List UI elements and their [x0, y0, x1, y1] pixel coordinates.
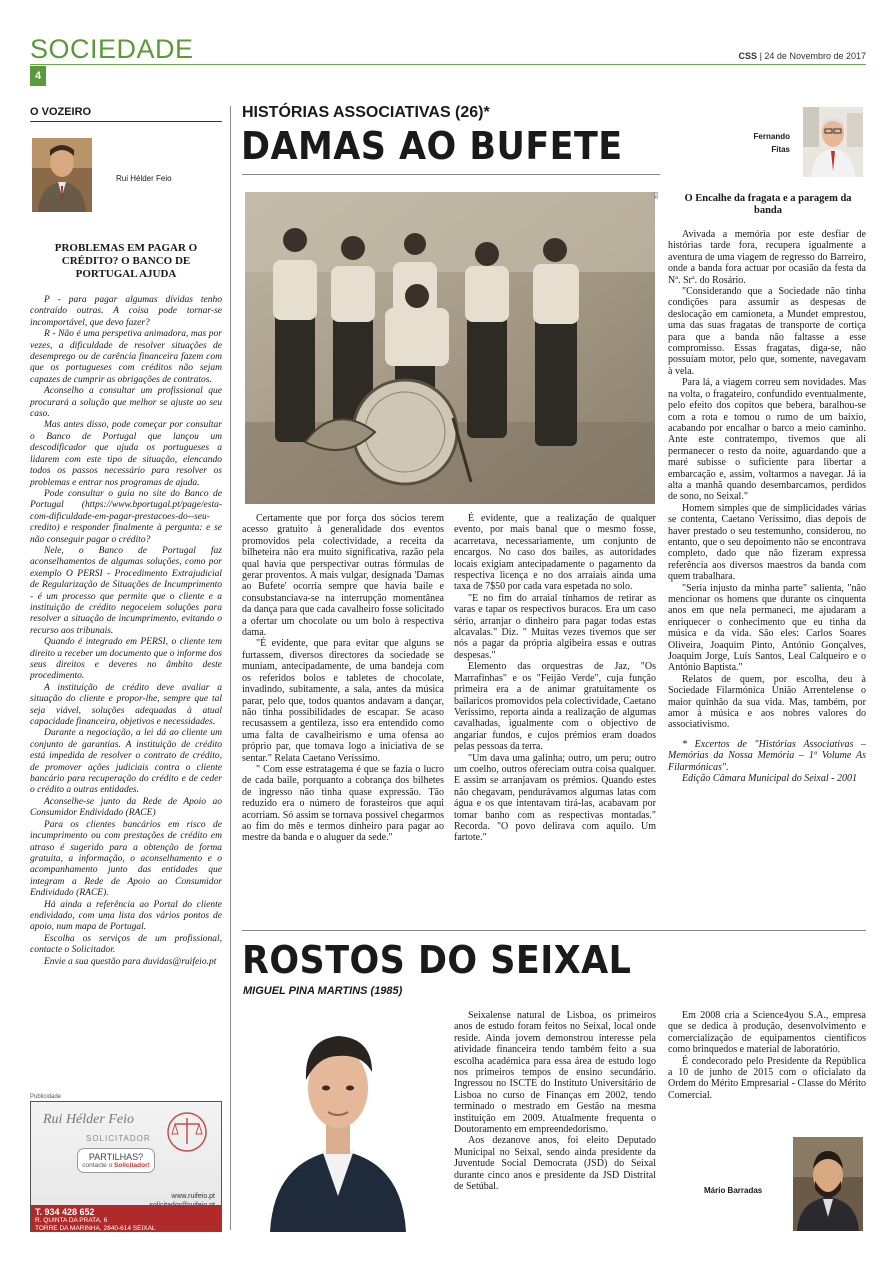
scales-icon: [165, 1110, 209, 1154]
column-divider: [230, 106, 231, 1230]
ad-name: Rui Hélder Feio: [43, 1112, 134, 1127]
paragraph: Elemento das orquestras de Jaz, "Os Marrafinhas" e os "Feijão Verde", cuja função primeira era a de animar gratuitamente os bailaricos promovidos pela colectividade, Caetano Veríssimo, reporta ainda a realização de algumas cavalhadas, igualmente com o objectivo de angariar fundos, e cujos prémios eram doados pelas pessoas da terra.: [454, 661, 656, 753]
paragraph: Avivada a memória por este desfiar de histórias tarde fora, recupera igualmente a aventura de uma viagem de regresso do Barreiro, onde a banda fora actuar por ocasião da festa da Nª. Srª. do Rosário.: [668, 229, 866, 286]
band-photo: [245, 192, 655, 504]
endnote-edition: Edição Câmara Municipal do Seixal - 2001: [682, 773, 857, 785]
paragraph: Aconselho a consultar um profissional que procurará a solução que melhor se ajuste ao seu caso.: [30, 386, 222, 420]
ad-phone: T. 934 428 652: [35, 1207, 95, 1217]
author-photo: [793, 1137, 863, 1231]
paragraph: Escolha os serviços de um profissional, contacte o Solicitador.: [30, 933, 222, 956]
paragraph: P - para pagar algumas dívidas tenho contraído outras. A coisa pode tornar-se incomportável, que devo fazer?: [30, 295, 222, 328]
author-last-name: Fitas: [771, 145, 790, 154]
photo-credit: DR: [652, 192, 658, 200]
profile-headline: ROSTOS DO SEIXAL: [242, 938, 632, 982]
ad-bubble-line2: [80, 1162, 152, 1169]
author-name: Rui Hélder Feio: [116, 174, 172, 183]
paragraph: Pode consultar o guia no site do Banco de Portugal (https://www.bportugal.pt/page/esta-com-dificuldade-em-pagar-prestacoes-do--seu-credito) e responder finalmente à pergunta: e se não conseguir pagar o crédito?: [30, 488, 222, 545]
profile-subject: MIGUEL PINA MARTINS (1985): [243, 985, 403, 997]
title-rule: [242, 174, 660, 175]
publication-name: CSS: [738, 51, 758, 61]
endnote: [668, 739, 866, 785]
article-column-1: [242, 513, 444, 844]
author-photo: [803, 107, 863, 177]
paragraph: Em 2008 cria a Science4you S.A., empresa que se dedica à produção, desenvolvimento e comercialização de equipamentos científicos como brinquedos e material de laboratório.: [668, 1010, 866, 1056]
paragraph: Nele, o Banco de Portugal faz aconselhamentos de algumas soluções, como por exemplo O PERSI - Procedimento Extrajudicial de Regularização de Situações de Incumprimento - é um processo que permite que o cliente e a instituição de crédito negoceiem soluções para resolver a situação de incumprimento, evitando o recurso aos tribunais.: [30, 545, 222, 636]
column-title: O VOZEIRO: [30, 106, 222, 122]
masthead: [739, 51, 866, 61]
ad-title: SOLICITADOR: [86, 1134, 151, 1143]
ad-footer: [31, 1205, 221, 1231]
paragraph: Envie a sua questão para duvidas@ruifeio.pt: [44, 956, 217, 967]
article-subtitle: O Encalhe da fragata e a paragem da banda: [684, 193, 852, 216]
section-title: SOCIEDADE: [30, 34, 194, 64]
article-headline: DAMAS AO BUFETE: [241, 124, 623, 168]
ad-bubble-bold: Solicitador!: [114, 1162, 150, 1169]
paragraph: Aos dezanove anos, foi eleito Deputado Municipal no Seixal, sendo ainda presidente da Juventude Social Democrata (JSD) do Seixal durante cinco anos e presidente da JSD Distrital de Setúbal.: [454, 1135, 656, 1193]
column-author: [30, 138, 222, 218]
paragraph: "E no fim do arraial tínhamos de retirar as varas e tapar os respectivos buracos. Era um caso sério, arranjar o dinheiro para pagar todas estas alcavalas." Diz. " Muitas vezes tivemos que ser nós a pagar da própria algibeira essas e outras despesas.": [454, 592, 656, 661]
paragraph: É evidente, que a realização de qualquer evento, por mais banal que o mesmo fosse, acarretava, necessariamente, um conjunto de encargos. No caso dos bailes, as autoridades locais exigiam antecipadamente o pagamento da respectiva licença e no dos arraiais ainda uma taxa de 7$50 por cada vara espetada no solo.: [454, 513, 656, 593]
paragraph: "Seria injusto da minha parte" salienta, "não mencionar os homens que durante os cinquenta anos em que nela permaneci, me ajudaram a enriquecer o conhecimento que eu tinha da música e da vida. São eles: Carlos Soares Oliveira, Joaquim Pinto, António Gonçalves, Joaquim Jorge, Luís Santos, Leal Calqueiro e o António Baptista.": [668, 582, 866, 674]
ad-bubble-line1: PARTILHAS?: [88, 1152, 144, 1162]
paragraph: Certamente que por força dos sócios terem acesso gratuito à generalidade dos eventos promovidos pela colectividade, a receita da bilheteira não era muito significativa, razão pela qual havia que perspectivar outras fórmulas de gerar proventos. A mais vulgar, designada 'Damas ao Bufete' ocorria sempre que havia baile e consubstanciava-se na interrupção momentânea da dança para que cada cavalheiro fosse solicitado a ofertar um chocolate ou um bolo à respectiva dama.: [242, 513, 444, 639]
header-rule: [30, 64, 866, 65]
paragraph: Para lá, a viagem correu sem novidades. Mas na volta, o fragateiro, confundido eventualmente, pelo efeito dos copitos que bebera, baralhou-se com a rota e tomou o rumo de um baixio, acabando por encalhar o barco a meio caminho. Ante este contratempo, tivemos que ali permanecer o resto da noite, aguardando que a maré subisse o suficiente para libertar a embarcação e, assim, voltarmos a navegar. Já ia alta a manhã quando desembarcamos, perdidos de sono, no Seixal.": [668, 377, 866, 503]
ad-bubble: [77, 1148, 155, 1173]
ad-bubble-prefix: contacte o: [82, 1162, 113, 1169]
ad-address-line1: R. QUINTA DA PRATA, 6: [35, 1217, 108, 1224]
advertisement[interactable]: [30, 1101, 222, 1232]
paragraph: "É evidente, que para evitar que alguns se furtassem, diversos directores da sociedade se muniam, antecipadamente, de uma bandeja com os referidos bolos e tabletes de chocolate, invadindo, subitamente, a sala, antes da música parar, pelo que, todos quantos andavam a dançar, não tinha possibilidades de escapar. Se acaso recusassem a gentileza, isso era entendido como uma falta de cavalheirismo e uma ofensa ao próprio par, que tomava logo a iniciativa de se sentar." Relata Caetano Veríssimo.: [242, 638, 444, 764]
paragraph: "Considerando que a Sociedade não tinha condições para assumir as despesas de deslocação em camioneta, a Mundet emprestou, uma das suas fragatas de transporte de cortiça para que a banda não faltasse a esse compromisso. Essas fragatas, diga-se, não possuíam motor, pelo que, somente, navegavam à vela.: [668, 286, 866, 377]
paragraph: Homem simples que de simplicidades várias se contenta, Caetano Veríssimo, dias depois de haver prestado o seu testemunho, considerou, no entanto, que o seu depoimento não se encontrava completo, dado que não fizeram expressa referência aos diversos maestros da banda com quem trabalhara.: [668, 502, 866, 583]
paragraph: Há ainda a referência ao Portal do cliente endividado, com uma lista dos vários pontos de apoio, num mapa de Portugal.: [30, 899, 222, 933]
paragraph: Para os clientes bancários em risco de incumprimento ou com prestações de crédito em atraso é sugerido para a obtenção de forma gratuita, a informação, o aconselhamento e o acompanhamento junto das entidades que integram a Rede de Apoio ao Consumidor Endividado (RACE).: [30, 819, 222, 899]
endnote-source: * Excertos de "Histórias Associativas – Memórias da Nossa Memória – 1º Volume As Filarmónicas".: [668, 738, 866, 773]
article-column-3: [668, 229, 866, 785]
opinion-column: [30, 106, 222, 968]
column-headline: PROBLEMAS EM PAGAR O CRÉDITO? O BANCO DE PORTUGAL AJUDA: [54, 242, 198, 280]
ad-label: Publicidade: [30, 1094, 62, 1100]
article-author: [735, 130, 790, 156]
profile-column-1: [454, 1010, 656, 1193]
paragraph: Aconselhe-se junto da Rede de Apoio ao Consumidor Endividado (RACE): [30, 796, 222, 819]
paragraph: É condecorado pelo Presidente da República a 10 de junho de 2015 com o oficialato da Ordem do Mérito Empresarial - Classe do Mérito Comercial.: [668, 1055, 866, 1101]
article-kicker: HISTÓRIAS ASSOCIATIVAS (26)*: [242, 104, 490, 121]
paragraph: " Com esse estratagema é que se fazia o lucro de cada baile, porquanto a cobrança dos bilhetes de ingresso não tinha quase expressão. Tão reduzido era o número de forasteiros que aqui acorriam. Só assim se tornava possível chegarmos ao fim do mês e termos dinheiro para pagar ao mestre da banda e o aluguer da sede.": [242, 763, 444, 844]
profile-author: Mário Barradas: [704, 1186, 763, 1195]
ad-address-line2: TORRE DA MARINHA, 2840-614 SEIXAL: [35, 1224, 156, 1232]
paragraph: Seixalense natural de Lisboa, os primeiros anos de estudo foram feitos no Seixal, local onde reside. Ainda jovem demonstrou interesse pela atividade financeira tendo também feito a sua escolha académica para essa área de estudo logo nos primeiros tempos de ensino secundário. Ingressou no ISCTE do Instituto Universitário de Lisboa no curso de Finanças em 2002, tendo terminado o mestrado em Gestão na mesma instituição em 2009. Atualmente frequenta o Doutoramento em empreendedorismo.: [454, 1010, 656, 1136]
profile-photo: [264, 1010, 412, 1232]
article-column-2: [454, 513, 656, 844]
profile-column-2: [668, 1010, 866, 1101]
paragraph: R - Não é uma perspetiva animadora, mas por vezes, a dificuldade de resolver situações de desemprego ou de carência financeira fazem com que os portugueses com créditos não sejam capazes de cumprir as obrigações de contratos.: [30, 329, 222, 385]
section-rule: [242, 930, 866, 931]
author-first-name: Fernando: [753, 132, 790, 141]
paragraph: Quando é integrado em PERSI, o cliente tem direito a receber um documento que o informe dos seus direitos e deveres no âmbito deste procedimento.: [30, 637, 222, 682]
paragraph: A instituição de crédito deve avaliar a situação do cliente e propor-lhe, sempre que tal seja viável, soluções adequadas à atual capacidade financeira, objetivos e necessidades.: [30, 682, 222, 728]
author-photo: [32, 138, 92, 212]
paragraph: Relatos de quem, por escolha, deu à Sociedade Filarmónica União Arrentelense o maior quinhão da sua vida. Mas, também, por amor à música e aos nobres valores do associativismo.: [668, 673, 866, 731]
issue-date: | 24 de Novembro de 2017: [759, 51, 866, 61]
paragraph: Durante a negociação, a lei dá ao cliente um conjunto de garantias. A instituição de crédito está impedida de resolver o contrato de crédito, de promover ações judiciais contra o cliente bancário para recuperação do crédito e de ceder o crédito a outras entidades.: [30, 728, 222, 796]
column-body: [30, 295, 222, 968]
paragraph: Mas antes disso, pode começar por consultar o Banco de Portugal que lançou um descodificador que ajuda os portugueses a lidarem com este tipo de situação, elencando todos os passos necessário para resolver os problemas e entrar nos programas de ajuda.: [30, 420, 222, 488]
ad-website[interactable]: www.ruifeio.pt: [171, 1193, 215, 1200]
page-number: 4: [30, 66, 46, 86]
paragraph: "Um dava uma galinha; outro, um peru; outro um coelho, outros ofereciam outra coisa qualquer. E assim se arranjavam os prémios. Quando estes não chegavam, pendurávamos algumas latas com água e os que intentavam tirá-las, acabavam por tomar banho com as respectivas montadas." Recorda. "O povo delirava com aquilo. Um fartote.": [454, 752, 656, 844]
